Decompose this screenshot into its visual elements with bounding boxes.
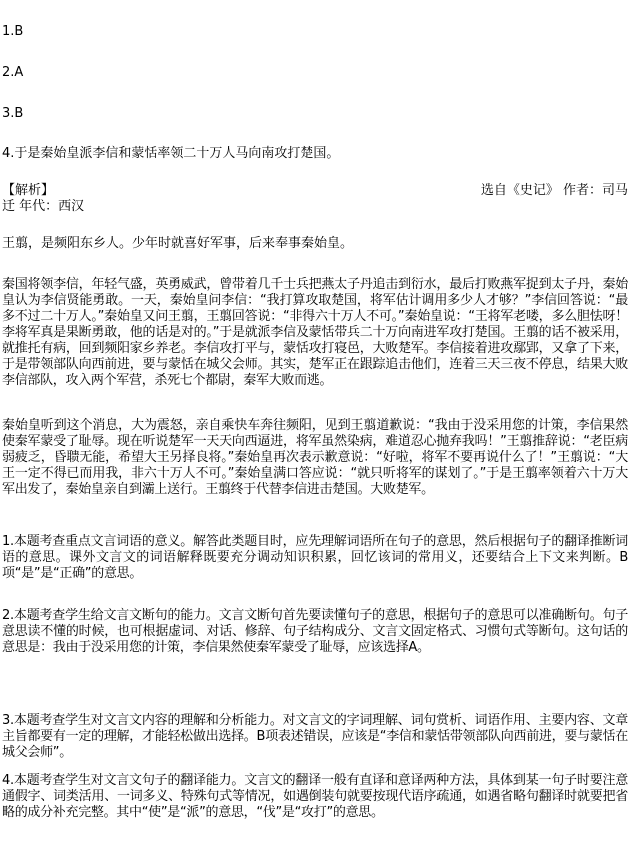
answer-3: 3.B (2, 106, 24, 121)
intro-text: ，是频阳东乡人。少年时就喜好军事，后来奉事秦始皇。 (28, 236, 354, 251)
note-1-key: B (619, 550, 628, 565)
translation-paragraph-2: 秦始皇听到这个消息，大为震怒，亲自乘快车奔往频阳，见到王翦道歉说：“我由于没采用您的计策，李信果然使秦军蒙受了耻辱。现在听说楚军一天天向西逼进，将军虽然染病，难道忍心抛弃我吗！”王翦推辞说：“老臣病弱疲乏，昏聩无能，希望大王另择良将。”秦始皇再次表示歉意说：“好啦，将军不要再说什么了！”王翦说：“大王一定不得已而用我，非六十万人不可。”秦始皇满口答应说：“就只听将军的谋划了。”于是王翦率领着六十万大军出发了，秦始皇亲自到灞上送行。王翦终于代替李信进击楚国。大败楚军。 (2, 418, 628, 497)
analysis-label: 【解析】 (2, 183, 55, 198)
note-4 (2, 773, 628, 821)
answer-1: 1.B (2, 24, 24, 39)
note-2-text: 2.本题考查学生给文言文断句的能力。文言文断句首先要读懂句子的意思，根据句子的意思可以准确断句。句子意思读不懂的时候，也可根据虚词、对话、修辞、句子结构成分、文言文固定格式、习惯句式等断句。这句话的意思是：我由于没采用您的计策，李信果然使秦军蒙受了耻辱，应该选择 (2, 608, 628, 655)
intro-line (2, 236, 353, 252)
note-2 (2, 608, 628, 656)
answer-2: 2.A (2, 65, 24, 80)
note-4-text: 4.本题考查学生对文言文句子的翻译能力。文言文的翻译一般有直译和意译两种方法，具体到某一句子时要注意通假字、词类活用、一词多义、特殊句式等情况，如遇倒装句就要按现代语序疏通，如遇省略句翻译时就要把省略的成分补充完整。其中“使”是“派”的意思，“伐”是“攻打”的意思。 (2, 773, 628, 820)
person-name: 王翦 (2, 236, 29, 251)
note-1-tail: 项“是”是“正确”的意思。 (2, 566, 143, 581)
author-continuation: 迁 年代：西汉 (2, 199, 85, 214)
note-1 (2, 534, 628, 582)
note-3-text: 3.本题考查学生对文言文内容的理解和分析能力。对文言文的字词理解、词句赏析、词语作用、主要内容、文章主旨都要有一定的理解，才能轻松做出选择。 (2, 713, 628, 744)
author-label: 作者：司马 (562, 183, 628, 198)
note-2-tail: 。 (417, 640, 430, 655)
note-1-text: 1.本题考查重点文言词语的意义。解答此类题目时，应先理解词语所在句子的意思，然后根据句子的翻译推断词语的意思。课外文言文的词语解释既要充分调动知识积累，回忆该词的常用义，还要结合上下文来判断。 (2, 534, 628, 565)
note-3 (2, 713, 628, 761)
source-line (481, 183, 628, 199)
source-prefix: 选自《史记》 (480, 183, 559, 198)
note-3-key: B (256, 729, 266, 744)
note-3-tail: 项表述错误，应该是“李信和蒙恬带领部队向西前进，要与蒙恬在城父会师”。 (2, 729, 628, 760)
translation-paragraph-1: 秦国将领李信，年轻气盛，英勇威武，曾带着几千士兵把燕太子丹追击到衍水，最后打败燕军捉到太子丹，秦始皇认为李信贤能勇敢。一天，秦始皇问李信：“我打算攻取楚国，将军估计调用多少人才够？”李信回答说：“最多不过二十万人。”秦始皇又问王翦，王翦回答说：“非得六十万人不可。”秦始皇说：“王将军老喽，多么胆怯呀！李将军真是果断勇敢，他的话是对的。”于是就派李信及蒙恬带兵二十万向南进军攻打楚国。王翦的话不被采用，就推托有病，回到频阳家乡养老。李信攻打平与，蒙恬攻打寝邑，大败楚军。李信接着进攻鄢郢，又拿了下来，于是带领部队向西前进，要与蒙恬在城父会师。其实，楚军正在跟踪追击他们，连着三天三夜不停息，结果大败李信部队，攻入两个军营，杀死七个都尉，秦军大败而逃。 (2, 277, 628, 388)
note-2-key: A (408, 640, 417, 655)
answer-4: 4.于是秦始皇派李信和蒙恬率领二十万人马向南攻打楚国。 (2, 146, 340, 161)
